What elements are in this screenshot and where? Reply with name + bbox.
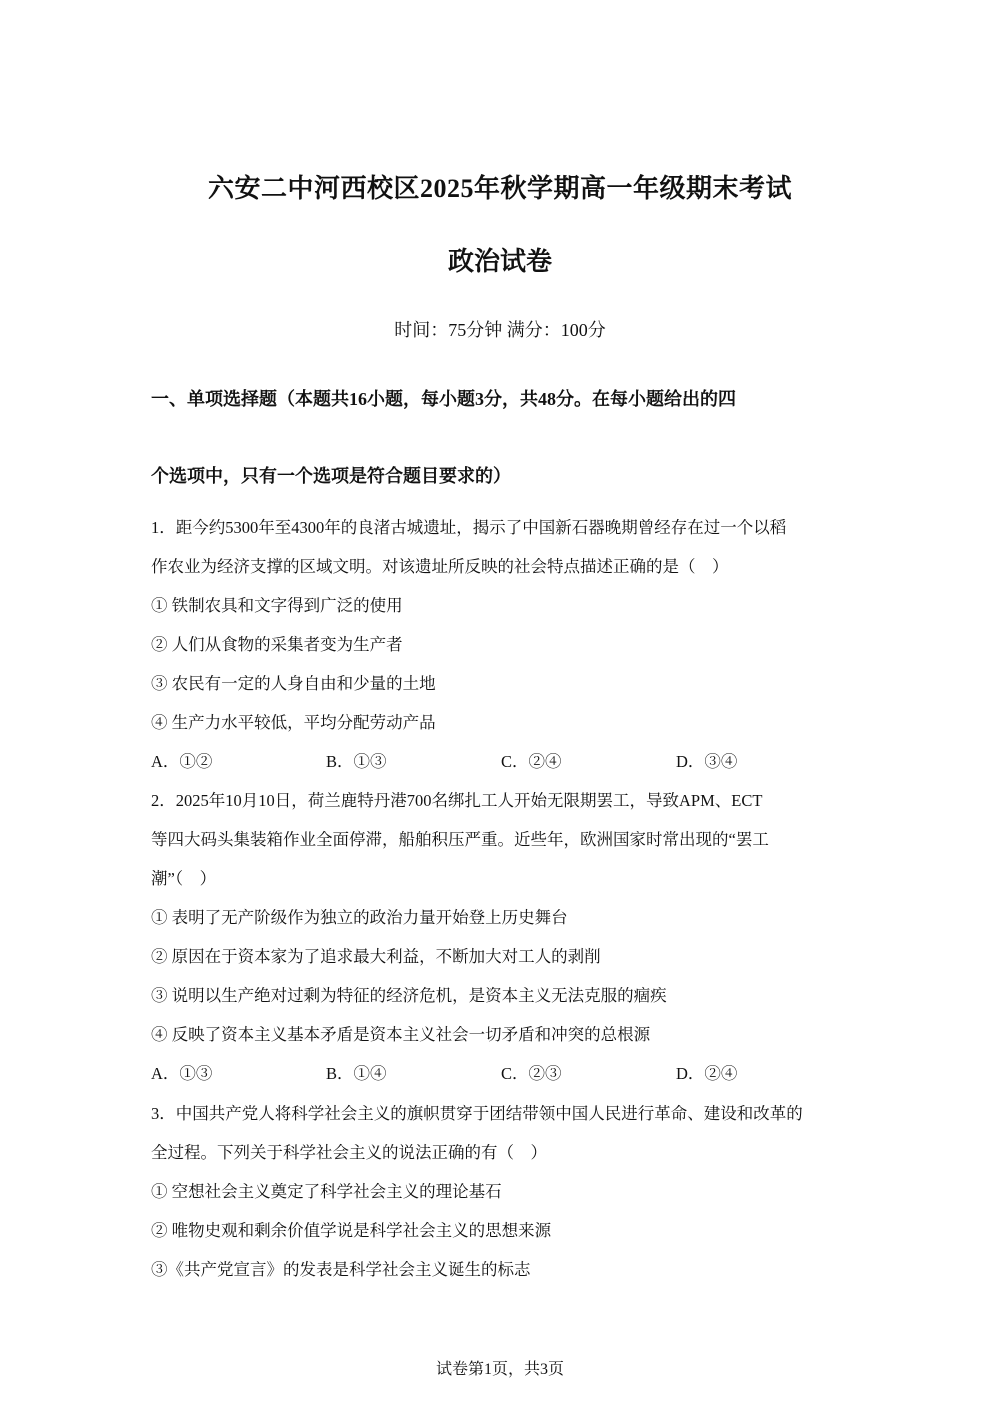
question-stem: 作农业为经济支撑的区域文明。对该遗址所反映的社会特点描述正确的是（ ）: [151, 557, 729, 576]
answer-options: [151, 742, 861, 781]
statement-item: ① 铁制农具和文字得到广泛的使用: [151, 596, 403, 615]
page-footer: 试卷第1页，共3页: [435, 1361, 564, 1378]
question-stem: 等四大码头集装箱作业全面停滞，船舶积压严重。近些年，欧洲国家时常出现的“罢工: [151, 830, 769, 849]
statement-item: ① 表明了无产阶级作为独立的政治力量开始登上历史舞台: [151, 908, 568, 927]
exam-subtitle: 政治试卷: [447, 247, 552, 276]
question-stem: 1．距今约5300年至4300年的良渚古城遗址，揭示了中国新石器晚期曾经存在过一个以稻: [151, 518, 787, 537]
exam-title: 六安二中河西校区2025年秋学期高一年级期末考试: [207, 174, 792, 203]
option-a: A．①②: [151, 752, 213, 771]
answer-options: [151, 1054, 861, 1093]
statement-item: ④ 反映了资本主义基本矛盾是资本主义社会一切矛盾和冲突的总根源: [151, 1025, 651, 1044]
question-stem: 潮”（ ）: [151, 869, 217, 888]
option-d: D．②④: [676, 1064, 738, 1083]
statement-item: ③ 说明以生产绝对过剩为特征的经济危机，是资本主义无法克服的痼疾: [151, 986, 667, 1005]
section-heading-line-2: 个选项中，只有一个选项是符合题目要求的）: [151, 466, 511, 486]
question-stem: 全过程。下列关于科学社会主义的说法正确的有（ ）: [151, 1143, 547, 1162]
statement-item: ② 唯物史观和剩余价值学说是科学社会主义的思想来源: [151, 1221, 552, 1240]
question-stem: 3．中国共产党人将科学社会主义的旗帜贯穿于团结带领中国人民进行革命、建设和改革的: [151, 1104, 803, 1123]
exam-meta: 时间：75分钟 满分：100分: [394, 320, 606, 340]
question-stem: 2．2025年10月10日，荷兰鹿特丹港700名绑扎工人开始无限期罢工，导致APM、ECT: [151, 791, 763, 810]
statement-item: ② 人们从食物的采集者变为生产者: [151, 635, 403, 654]
option-c: C．②③: [501, 1064, 562, 1083]
question-3: [151, 1094, 861, 1289]
option-d: D．③④: [676, 752, 738, 771]
section-heading-line-1: 一、单项选择题（本题共16小题，每小题3分，共48分。在每小题给出的四: [151, 389, 736, 409]
option-c: C．②④: [501, 752, 562, 771]
statement-item: ② 原因在于资本家为了追求最大利益，不断加大对工人的剥削: [151, 947, 601, 966]
statement-item: ④ 生产力水平较低，平均分配劳动产品: [151, 713, 436, 732]
question-1: [151, 508, 861, 781]
statement-item: ③ 农民有一定的人身自由和少量的土地: [151, 674, 436, 693]
statement-item: ③《共产党宣言》的发表是科学社会主义诞生的标志: [151, 1260, 531, 1279]
question-2: [151, 781, 861, 1093]
option-b: B．①③: [326, 752, 387, 771]
option-a: A．①③: [151, 1064, 213, 1083]
option-b: B．①④: [326, 1064, 387, 1083]
statement-item: ① 空想社会主义奠定了科学社会主义的理论基石: [151, 1182, 502, 1201]
